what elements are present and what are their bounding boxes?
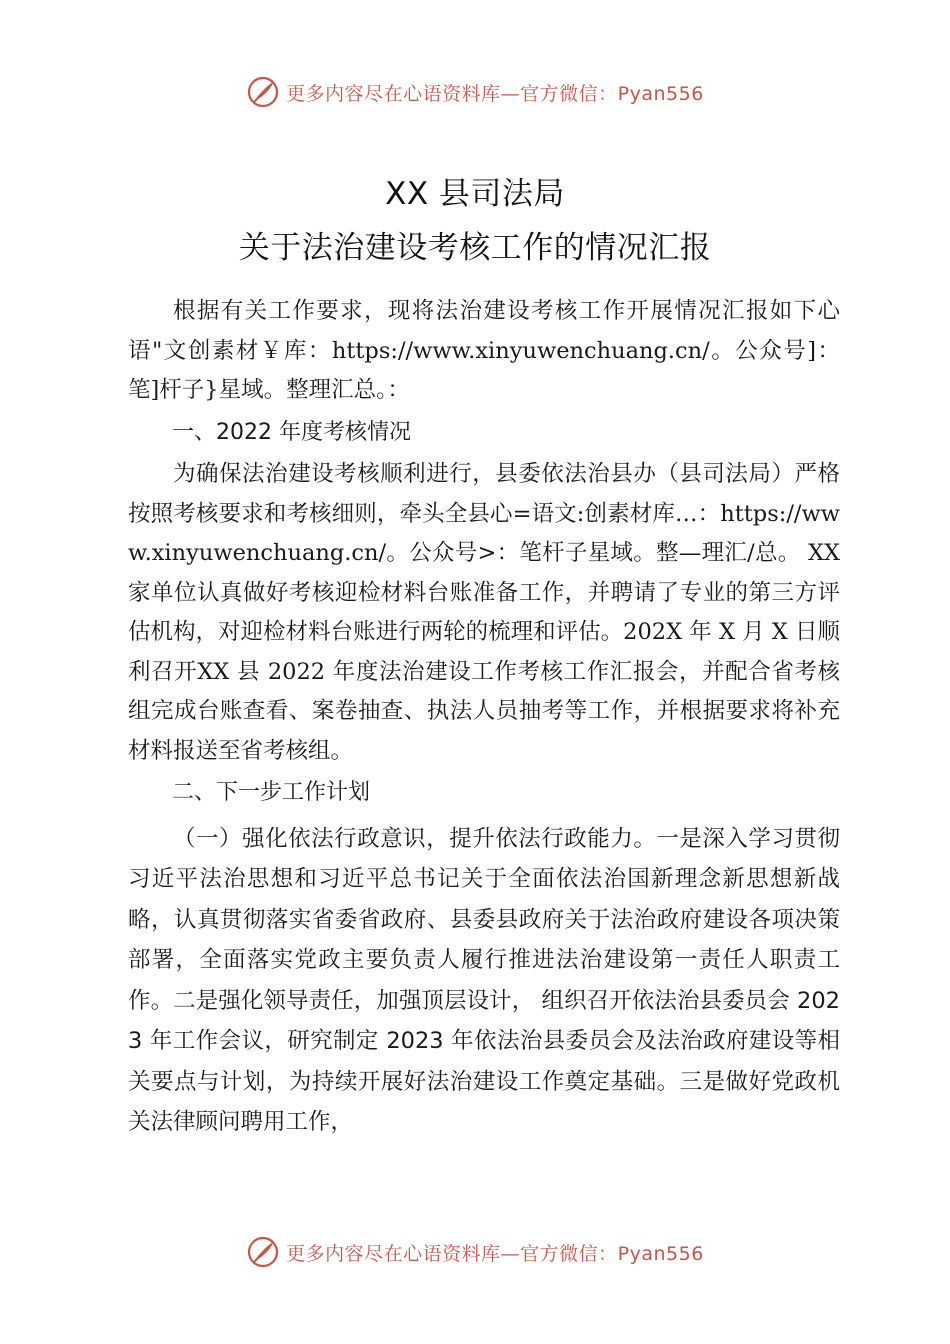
footer-banner-text: 更多内容尽在心语资料库—官方微信：Pyan556 <box>286 1242 704 1265</box>
document-title-line2: 关于法治建设考核工作的情况汇报 <box>238 230 712 266</box>
section1-paragraph: 为确保法治建设考核顺利进行，县委依法治县办（县司法局）严格按照考核要求和考核细则，牵头全县心=语文:创素材库…：https://www.xinyuwenchuang.cn/。公众号>：笔杆子星域。整—理汇/总。 XX 家单位认真做好考核迎检材料台账准备工作，并聘请了专业的第三方评估机构，对迎检材料台账进行两轮的梳理和评估。202X 年 X 月 X 日顺利召开XX 县 2022 年度法治建设工作考核工作汇报会，并配合省考核组完成台账查看、案卷抽查、执法人员抽考等工作，并根据要求将补充材料报送至省考核组。 <box>128 461 840 764</box>
header-watermark-banner <box>0 72 950 112</box>
intro-paragraph: 根据有关工作要求，现将法治建设考核工作开展情况汇报如下心语"文创素材￥库：https://www.xinyuwenchuang.cn/。公众号]：笔]杆子}星域。整理汇总。： <box>128 298 840 403</box>
document-title-line1: XX 县司法局 <box>385 176 565 212</box>
section2-heading: 二、下一步工作计划 <box>172 780 371 805</box>
footer-watermark-banner <box>0 1232 950 1272</box>
quill-circle-logo-icon <box>246 75 280 109</box>
header-banner-text: 更多内容尽在心语资料库—官方微信：Pyan556 <box>286 82 704 105</box>
quill-circle-logo-icon <box>246 1235 280 1269</box>
section2-paragraph: （一）强化依法行政意识，提升依法行政能力。一是深入学习贯彻习近平法治思想和习近平总书记关于全面依法治国新理念新思想新战略，认真贯彻落实省委省政府、县委县政府关于法治政府建设各项决策部署，全面落实党政主要负责人履行推进法治建设第一责任人职责工作。二是强化领导责任，加强顶层设计， 组织召开依法治县委员会 2023 年工作会议，研究制定 2023 年依法治县委员会及法治政府建设等相关要点与计划，为持续开展好法治建设工作奠定基础。三是做好党政机关法律顾问聘用工作， <box>128 825 840 1135</box>
document-body <box>128 292 840 1143</box>
section1-heading: 一、2022 年度考核情况 <box>172 419 411 445</box>
